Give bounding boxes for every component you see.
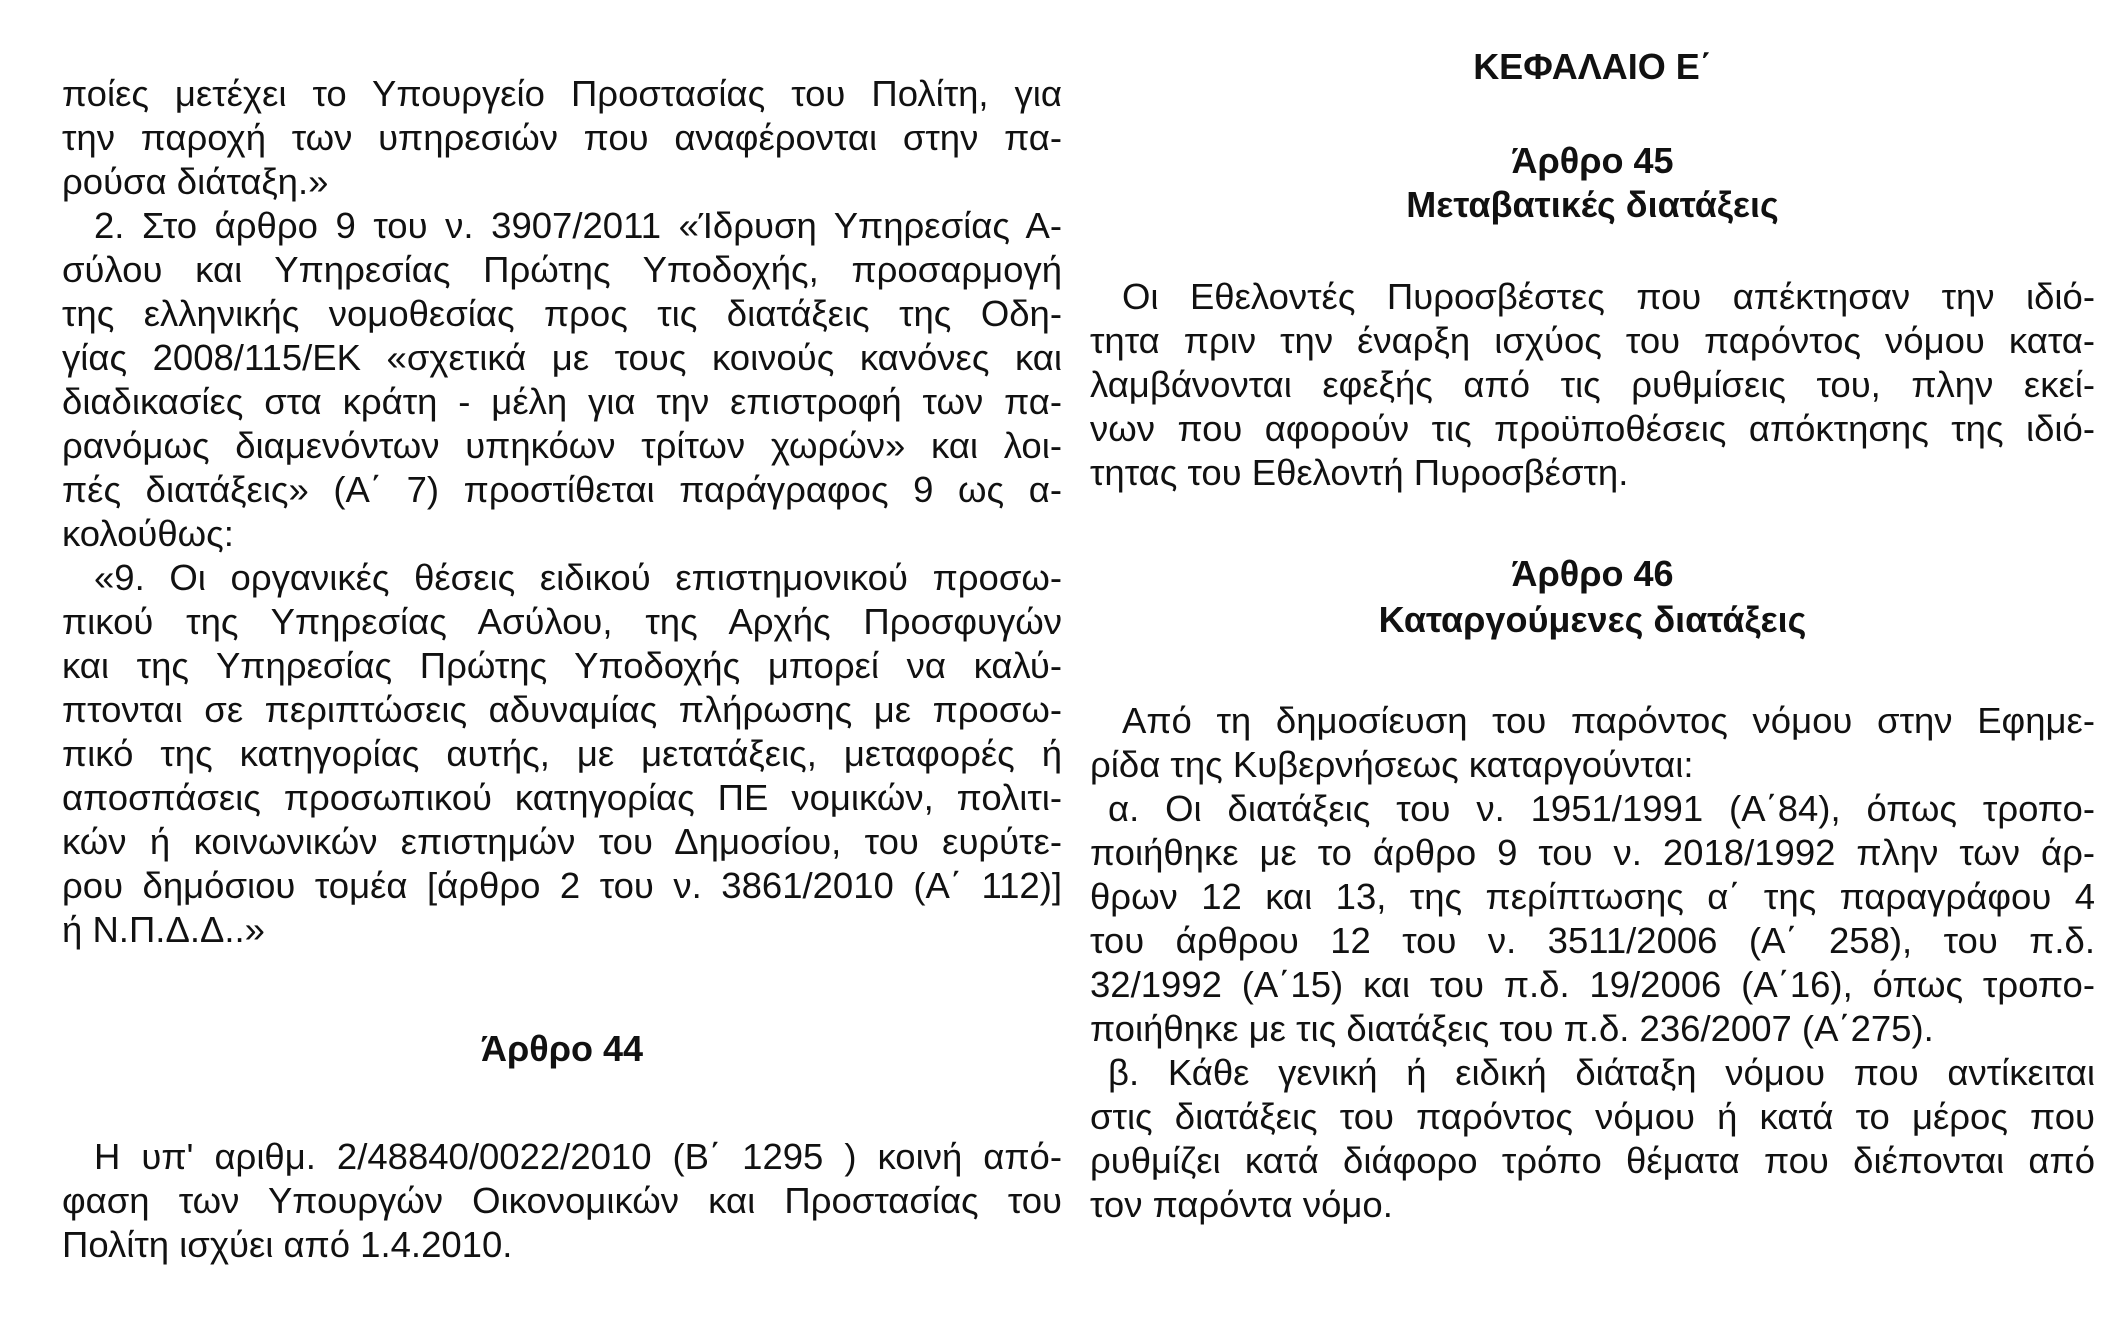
intro-line: ποίες μετέχει το Υπουργείο Προστασίας του Πολίτη, για <box>62 73 1062 114</box>
article-46-title: Καταργούμενες διατάξεις <box>1378 599 1807 640</box>
intro-line: ρούσα διάταξη.» <box>62 161 329 202</box>
article-45-line: τητα πριν την έναρξη ισχύος του παρόντος νόμου κατα- <box>1090 320 2095 361</box>
item-a-line: α. Οι διατάξεις του ν. 1951/1991 (Α΄84), όπως τροπο- <box>1108 788 2095 829</box>
article-44-line: Πολίτη ισχύει από 1.4.2010. <box>62 1224 513 1265</box>
paragraph-9-line: πτονται σε περιπτώσεις αδυναμίας πλήρωσης με προσω- <box>62 689 1062 730</box>
paragraph-9-line: αποσπάσεις προσωπικού κατηγορίας ΠΕ νομικών, πολιτι- <box>62 777 1062 818</box>
article-45-line: τητας του Εθελοντή Πυροσβέστη. <box>1090 452 1629 493</box>
paragraph-2-line: διαδικασίες στα κράτη - μέλη για την επιστροφή των πα- <box>62 381 1062 422</box>
article-44-line: φαση των Υπουργών Οικονομικών και Προστασίας του <box>62 1180 1062 1221</box>
paragraph-2-line: της ελληνικής νομοθεσίας προς τις διατάξεις της Οδη- <box>62 293 1062 334</box>
item-a-line: του άρθρου 12 του ν. 3511/2006 (Α΄ 258), του π.δ. <box>1090 920 2095 961</box>
intro-line: την παροχή των υπηρεσιών που αναφέρονται στην πα- <box>62 117 1062 158</box>
item-a-line: ποιήθηκε με τις διατάξεις του π.δ. 236/2007 (Α΄275). <box>1090 1008 1934 1049</box>
paragraph-9-line: και της Υπηρεσίας Πρώτης Υποδοχής μπορεί να καλύ- <box>62 645 1062 686</box>
paragraph-2-line: γίας 2008/115/ΕΚ «σχετικά με τους κοινούς κανόνες και <box>62 337 1062 378</box>
paragraph-2-line: 2. Στο άρθρο 9 του ν. 3907/2011 «Ίδρυση Υπηρεσίας Α- <box>94 205 1062 246</box>
article-46-heading: Άρθρο 46 <box>1511 553 1674 594</box>
paragraph-2-line: σύλου και Υπηρεσίας Πρώτης Υποδοχής, προσαρμογή <box>62 249 1062 290</box>
item-b-line: ρυθμίζει κατά διάφορο τρόπο θέματα που διέπονται από <box>1090 1140 2095 1181</box>
article-45-heading: Άρθρο 45 <box>1511 140 1674 181</box>
paragraph-9-line: «9. Οι οργανικές θέσεις ειδικού επιστημονικού προσω- <box>94 557 1062 598</box>
article-46-intro-line: ρίδα της Κυβερνήσεως καταργούνται: <box>1090 744 1694 785</box>
paragraph-9-line: πικό της κατηγορίας αυτής, με μετατάξεις, μεταφορές ή <box>62 733 1062 774</box>
item-b-line: β. Κάθε γενική ή ειδική διάταξη νόμου που αντίκειται <box>1108 1052 2095 1093</box>
article-44-line: Η υπ' αριθμ. 2/48840/0022/2010 (Β΄ 1295 ) κοινή από- <box>94 1136 1062 1177</box>
article-45-line: Οι Εθελοντές Πυροσβέστες που απέκτησαν την ιδιό- <box>1122 276 2095 317</box>
article-45-line: λαμβάνονται εφεξής από τις ρυθμίσεις του, πλην εκεί- <box>1090 364 2095 405</box>
article-45-line: νων που αφορούν τις προϋποθέσεις απόκτησης της ιδιό- <box>1090 408 2095 449</box>
article-44-heading: Άρθρο 44 <box>480 1028 644 1069</box>
chapter-heading: ΚΕΦΑΛΑΙΟ Ε΄ <box>1473 46 1712 87</box>
paragraph-9-line: κών ή κοινωνικών επιστημών του Δημοσίου, του ευρύτε- <box>62 821 1062 862</box>
article-45-title: Μεταβατικές διατάξεις <box>1406 184 1779 225</box>
paragraph-9-line: πικού της Υπηρεσίας Ασύλου, της Αρχής Προσφυγών <box>62 601 1062 642</box>
paragraph-2-line: πές διατάξεις» (Α΄ 7) προστίθεται παράγραφος 9 ως α- <box>62 469 1062 510</box>
paragraph-9-line: ρου δημόσιου τομέα [άρθρο 2 του ν. 3861/2010 (Α΄ 112)] <box>62 865 1062 906</box>
paragraph-2-line: κολούθως: <box>62 513 234 554</box>
item-b-line: στις διατάξεις του παρόντος νόμου ή κατά το μέρος που <box>1090 1096 2095 1137</box>
item-a-line: ποιήθηκε με το άρθρο 9 του ν. 2018/1992 πλην των άρ- <box>1090 832 2095 873</box>
paragraph-2-line: ρανόμως διαμενόντων υπηκόων τρίτων χωρών» και λοι- <box>62 425 1062 466</box>
article-46-intro-line: Από τη δημοσίευση του παρόντος νόμου στην Εφημε- <box>1122 700 2095 741</box>
item-b-line: τον παρόντα νόμο. <box>1090 1184 1393 1225</box>
paragraph-9-line: ή Ν.Π.Δ.Δ..» <box>62 909 265 950</box>
item-a-line: θρων 12 και 13, της περίπτωσης α΄ της παραγράφου 4 <box>1090 876 2095 917</box>
item-a-line: 32/1992 (Α΄15) και του π.δ. 19/2006 (Α΄16), όπως τροπο- <box>1090 964 2095 1005</box>
